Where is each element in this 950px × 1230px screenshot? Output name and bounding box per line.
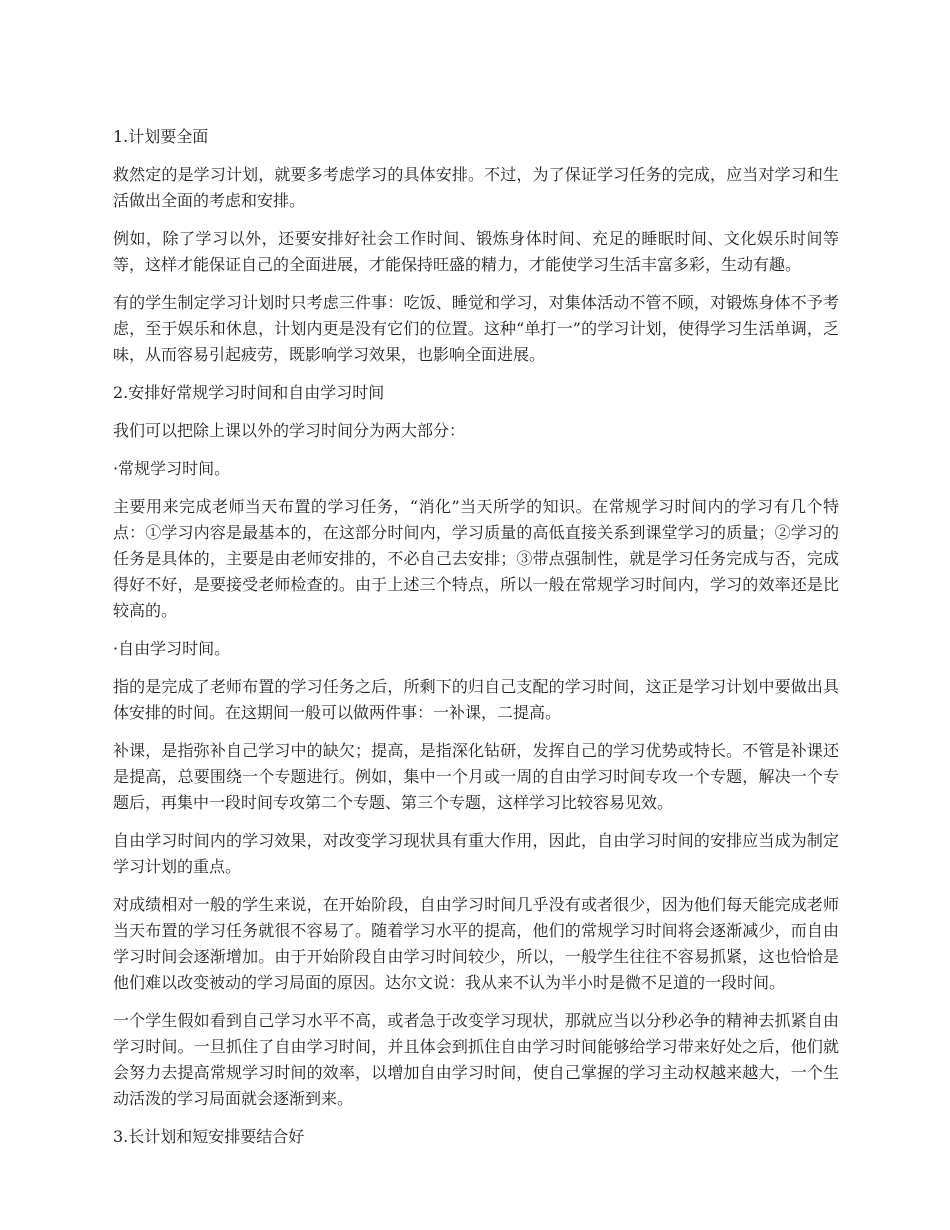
section-heading-3: 3.长计划和短安排要结合好	[113, 1127, 305, 1146]
bullet-item: ·常规学习时间。	[113, 459, 231, 478]
paragraph: 我们可以把除上课以外的学习时间分为两大部分：	[113, 421, 466, 440]
paragraph: 自由学习时间内的学习效果，对改变学习现状具有重大作用，因此，自由学习时间的安排应当成为制定学习计划的重点。	[113, 831, 839, 876]
paragraph: 救然定的是学习计划，就要多考虑学习的具体安排。不过，为了保证学习任务的完成，应当对学习和生活做出全面的考虑和安排。	[113, 165, 839, 210]
document-body	[113, 124, 839, 1162]
paragraph: 补课，是指弥补自己学习中的缺欠；提高，是指深化钻研，发挥自己的学习优势或特长。不管是补课还是提高，总要围绕一个专题进行。例如，集中一个月或一周的自由学习时间专攻一个专题，解决一个专题后，再集中一段时间专攻第二个专题、第三个专题，这样学习比较容易见效。	[113, 741, 839, 812]
paragraph: 一个学生假如看到自己学习水平不高，或者急于改变学习现状，那就应当以分秒必争的精神去抓紧自由学习时间。一旦抓住了自由学习时间，并且体会到抓住自由学习时间能够给学习带来好处之后，他们就会努力去提高常规学习时间的效率，以增加自由学习时间，使自己掌握的学习主动权越来越大，一个生动活泼的学习局面就会逐渐到来。	[113, 1011, 839, 1108]
paragraph: 例如，除了学习以外，还要安排好社会工作时间、锻炼身体时间、充足的睡眠时间、文化娱乐时间等等，这样才能保证自己的全面进展，才能保持旺盛的精力，才能使学习生活丰富多彩，生动有趣。	[113, 229, 839, 274]
paragraph: 指的是完成了老师布置的学习任务之后，所剩下的归自己支配的学习时间，这正是学习计划中要做出具体安排的时间。在这期间一般可以做两件事：一补课，二提高。	[113, 677, 839, 722]
paragraph: 对成绩相对一般的学生来说，在开始阶段，自由学习时间几乎没有或者很少，因为他们每天能完成老师当天布置的学习任务就很不容易了。随着学习水平的提高，他们的常规学习时间将会逐渐减少，而自由学习时间会逐渐增加。由于开始阶段自由学习时间较少，所以，一般学生往往不容易抓紧，这也恰恰是他们难以改变被动的学习局面的原因。达尔文说：我从来不认为半小时是微不足道的一段时间。	[113, 895, 839, 992]
section-heading-2: 2.安排好常规学习时间和自由学习时间	[113, 383, 385, 402]
paragraph: 有的学生制定学习计划时只考虑三件事：吃饭、睡觉和学习，对集体活动不管不顾，对锻炼身体不予考虑，至于娱乐和休息，计划内更是没有它们的位置。这种“单打一”的学习计划，使得学习生活单调，乏味，从而容易引起疲劳，既影响学习效果，也影响全面进展。	[113, 293, 839, 364]
paragraph: 主要用来完成老师当天布置的学习任务，“消化”当天所学的知识。在常规学习时间内的学习有几个特点：①学习内容是最基本的，在这部分时间内，学习质量的高低直接关系到课堂学习的质量；②学习的任务是具体的，主要是由老师安排的，不必自己去安排；③带点强制性，就是学习任务完成与否，完成得好不好，是要接受老师检查的。由于上述三个特点，所以一般在常规学习时间内，学习的效率还是比较高的。	[113, 497, 839, 620]
section-heading-1: 1.计划要全面	[113, 127, 209, 146]
bullet-item: ·自由学习时间。	[113, 639, 231, 658]
